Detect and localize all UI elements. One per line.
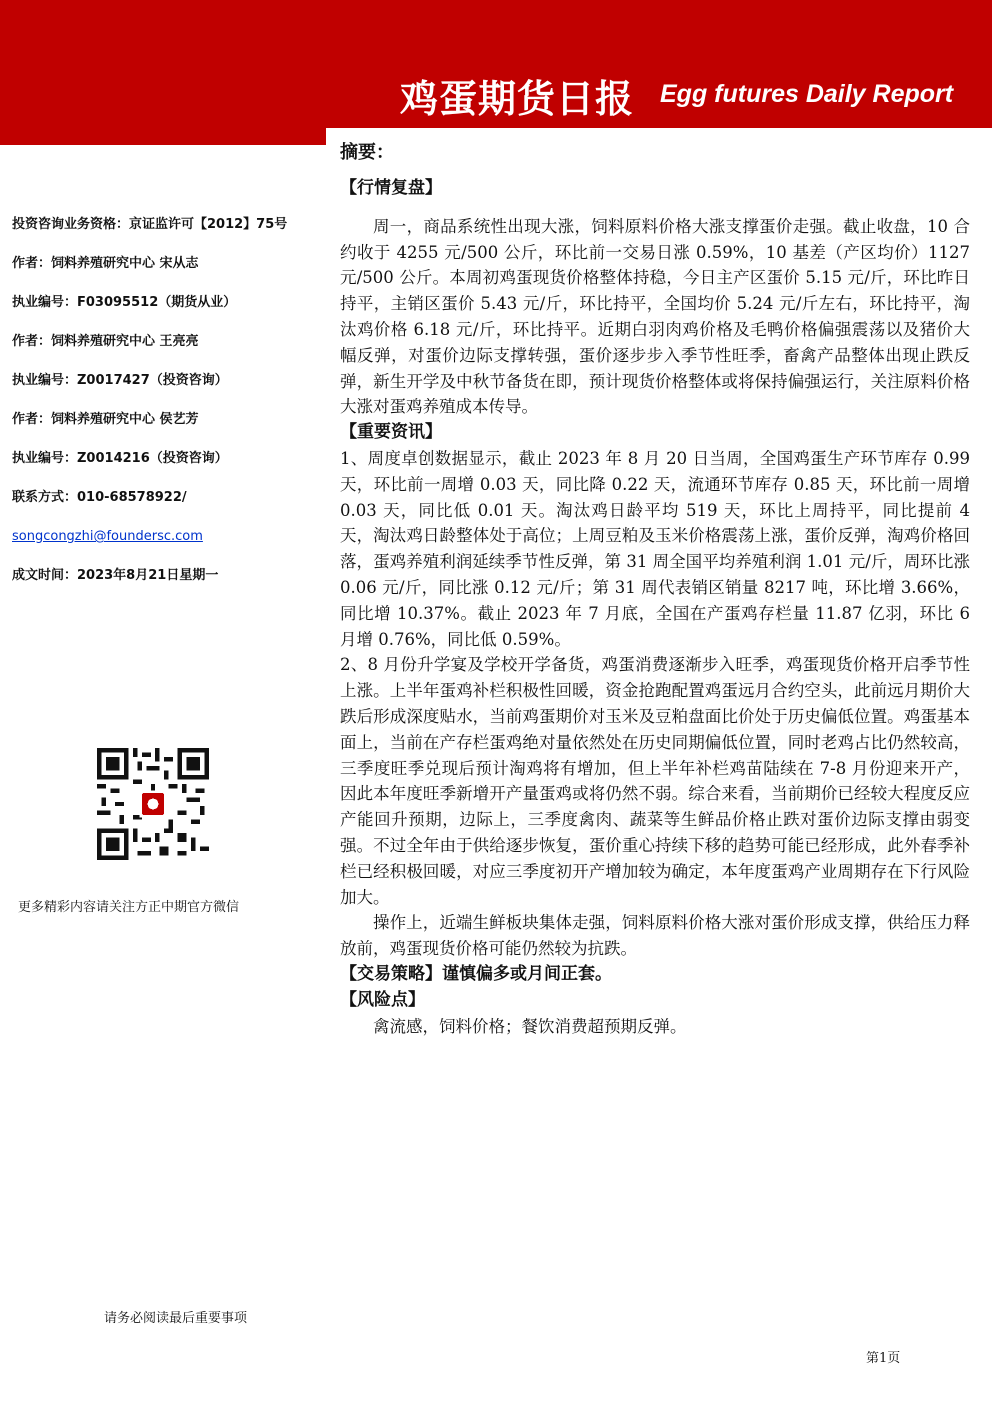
author-2: 作者：饲料养殖研究中心 王亮亮 [12, 334, 199, 349]
license-info: 投资咨询业务资格：京证监许可【2012】75号 [12, 217, 288, 232]
contact-phone: 联系方式：010-68578922/ [12, 490, 187, 505]
important-notice: 请务必阅读最后重要事项 [104, 1311, 248, 1326]
report-title-cn: 鸡蛋期货日报 [400, 77, 635, 121]
risk-text: 禽流感，饲料价格；餐饮消费超预期反弹。 [373, 1016, 687, 1036]
summary-label: 摘要： [340, 142, 394, 163]
qr-code-image [97, 748, 209, 860]
author-sidebar [12, 215, 322, 605]
report-body [340, 138, 970, 1039]
report-date: 成文时间：2023年8月21日星期一 [12, 568, 219, 583]
author-2-license: 执业编号：Z0017427（投资咨询） [12, 373, 228, 388]
report-title-en: Egg futures Daily Report [660, 80, 954, 108]
risk-heading: 【风险点】 [340, 989, 425, 1010]
market-review-heading: 【行情复盘】 [340, 178, 442, 198]
author-1: 作者：饲料养殖研究中心 宋从志 [12, 256, 199, 271]
strategy-heading: 【交易策略】 [340, 963, 442, 984]
page-number: 第1页 [866, 1351, 901, 1366]
strategy-row [340, 962, 970, 988]
news-item-2: 2、8 月份升学宴及学校开学备货，鸡蛋消费逐渐步入旺季，鸡蛋现货价格开启季节性上涨。上半年蛋鸡补栏积极性回暖，资金抢跑配置鸡蛋远月合约空头，此前远月期价大跌后形成深度贴水，当前鸡蛋期价对玉米及豆粕盘面比价处于历史偏低位置。鸡蛋基本面上，当前在产存栏蛋鸡绝对量依然处在历史同期偏低位置，同时老鸡占比仍然较高，三季度旺季兑现后预计淘鸡将有增加，但上半年补栏鸡苗陆续在 7-8 月份迎来开产，因此本年度旺季新增开产量蛋鸡或将仍然不弱。综合来看，当前期价已经较大程度反应产能回升预期，边际上，三季度禽肉、蔬菜等生鲜品价格止跌对蛋价边际支撑由弱变强。不过全年由于供给逐步恢复，蛋价重心持续下移的趋势可能已经形成，此外春季补栏已经积极回暖，对应三季度初开产增加较为确定，本年度蛋鸡产业周期存在下行风险加大。 [340, 655, 970, 907]
news-item-1: 1、周度卓创数据显示，截止 2023 年 8 月 20 日当周，全国鸡蛋生产环节库存 0.99 天，环比前一周增 0.03 天，同比降 0.22 天，流通环节库存 0.85 天，环比前一周增 0.03 天，同比低 0.01 天。淘汰鸡日龄平均 519 天，环比上周持平，同比提前 4 天，淘汰鸡日龄整体处于高位；上周豆粕及玉米价格震荡上涨，蛋价反弹，淘鸡价格回落，蛋鸡养殖利润延续季节性反弹，第 31 周全国平均养殖利润 1.01 元/斤，周环比涨 0.06 元/斤，同比涨 0.12 元/斤；第 31 周代表销区销量 8217 吨，环比增 3.66%，同比增 10.37%。截止 2023 年 7 月底，全国在产蛋鸡存栏量 11.87 亿羽，环比 6 月增 0.76%，同比低 0.59%。 [340, 448, 970, 649]
author-1-license: 执业编号：F03095512（期货从业） [12, 295, 237, 310]
qr-caption: 更多精彩内容请关注方正中期官方微信 [18, 900, 240, 915]
author-3: 作者：饲料养殖研究中心 侯艺芳 [12, 412, 199, 427]
author-3-license: 执业编号：Z0014216（投资咨询） [12, 451, 228, 466]
market-review-text: 周一，商品系统性出现大涨，饲料原料价格大涨支撑蛋价走强。截止收盘，10 合约收于 4255 元/500 公斤，环比前一交易日涨 0.59%，10 基差（产区均价）1127 元/500 公斤。本周初鸡蛋现货价格整体持稳，今日主产区蛋价 5.15 元/斤，环比昨日持平，主销区蛋价 5.43 元/斤，环比持平，全国均价 5.24 元/斤左右，环比持平，淘汰鸡价格 6.18 元/斤，环比持平。近期白羽肉鸡价格及毛鸭价格偏强震荡以及猪价大幅反弹，对蛋价边际支撑转强，蛋价逐步步入季节性旺季，畜禽产品整体出现止跌反弹，新生开学及中秋节备货在即，预计现货价格整体或将保持偏强运行，关注原料价格大涨对蛋鸡养殖成本传导。 [340, 216, 970, 417]
strategy-value: 谨慎偏多或月间正套。 [442, 963, 612, 984]
operation-advice: 操作上，近端生鲜板块集体走强，饲料原料价格大涨对蛋价形成支撑，供给压力释放前，鸡蛋现货价格可能仍然较为抗跌。 [340, 913, 970, 959]
news-heading: 【重要资讯】 [340, 422, 442, 443]
contact-email-link[interactable]: songcongzhi@foundersc.com [12, 529, 203, 544]
